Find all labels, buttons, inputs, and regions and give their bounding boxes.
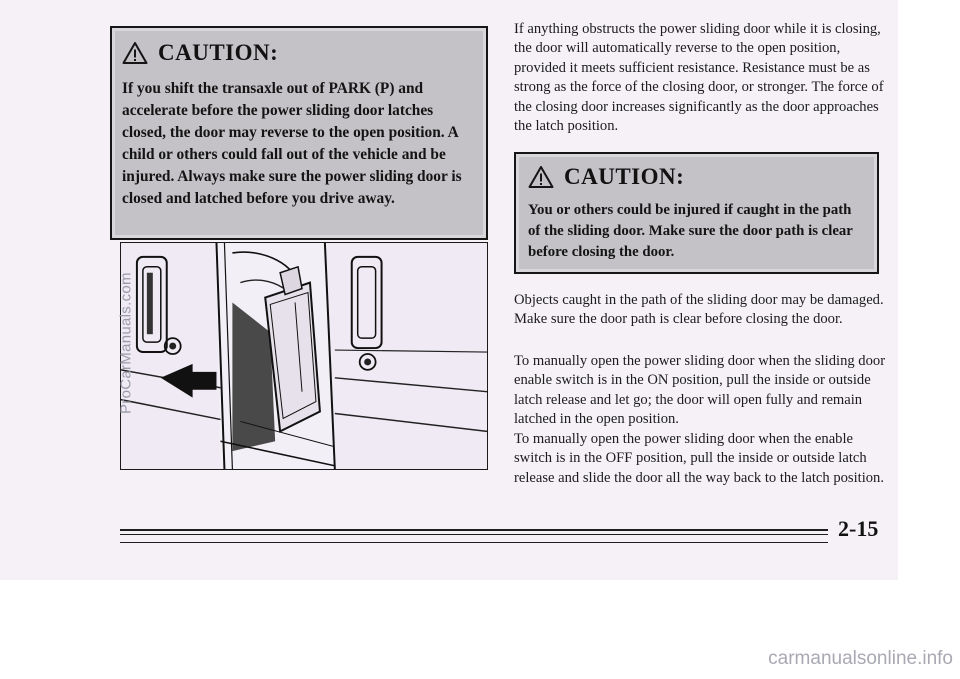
caution-title: CAUTION: [158,40,279,65]
paragraph-obstruction: If anything obstructs the power sliding door while it is closing, the door will automatically reverse to the open position, provided it meets sufficient resistance. Resistance must be as strong as the force of the closing door, or stronger. The force of the closing door increases significantly as the door approaches the latch position. [514,21,884,135]
sliding-door-drawing [121,243,487,469]
caution-box-door-path [514,152,879,274]
footer-rule [120,529,828,531]
paragraph-manual-open-off: To manually open the power sliding door when the enable switch is in the OFF position, pull the inside or outside latch release and slide the door all the way back to the latch position. [514,431,884,486]
bottom-watermark: carmanualsonline.info [768,648,953,669]
caution-title: CAUTION: [564,164,685,189]
caution-header [122,40,474,66]
caution-text: You or others could be injured if caught in the path of the sliding door. Make sure the door path is clear before closing the door. [528,202,853,260]
paragraph-objects-caught: Objects caught in the path of the sliding door may be damaged. Make sure the door path is clear before closing the door. [514,292,884,328]
warning-triangle-icon [528,165,554,189]
sliding-door-latch-illustration [120,242,488,470]
caution-header [528,164,867,190]
paragraph-manual-open-on: To manually open the power sliding door when the sliding door enable switch is in the ON position, pull the inside or outside latch release and let go; the door will open fully and remain latched in the open position. [514,353,886,428]
footer-rule [120,542,828,543]
warning-triangle-icon [122,41,148,65]
footer-rule [120,534,828,535]
caution-box-shift-warning [110,26,488,240]
page-number: 2-15 [838,516,879,541]
side-watermark: ProCarManuals.com [117,272,135,414]
caution-text: If you shift the transaxle out of PARK (P) and accelerate before the power sliding door latches closed, the door may reverse to the open position. A child or others could fall out of the vehicle and be injured. Always make sure the power sliding door is closed and latched before you drive away. [122,80,462,207]
